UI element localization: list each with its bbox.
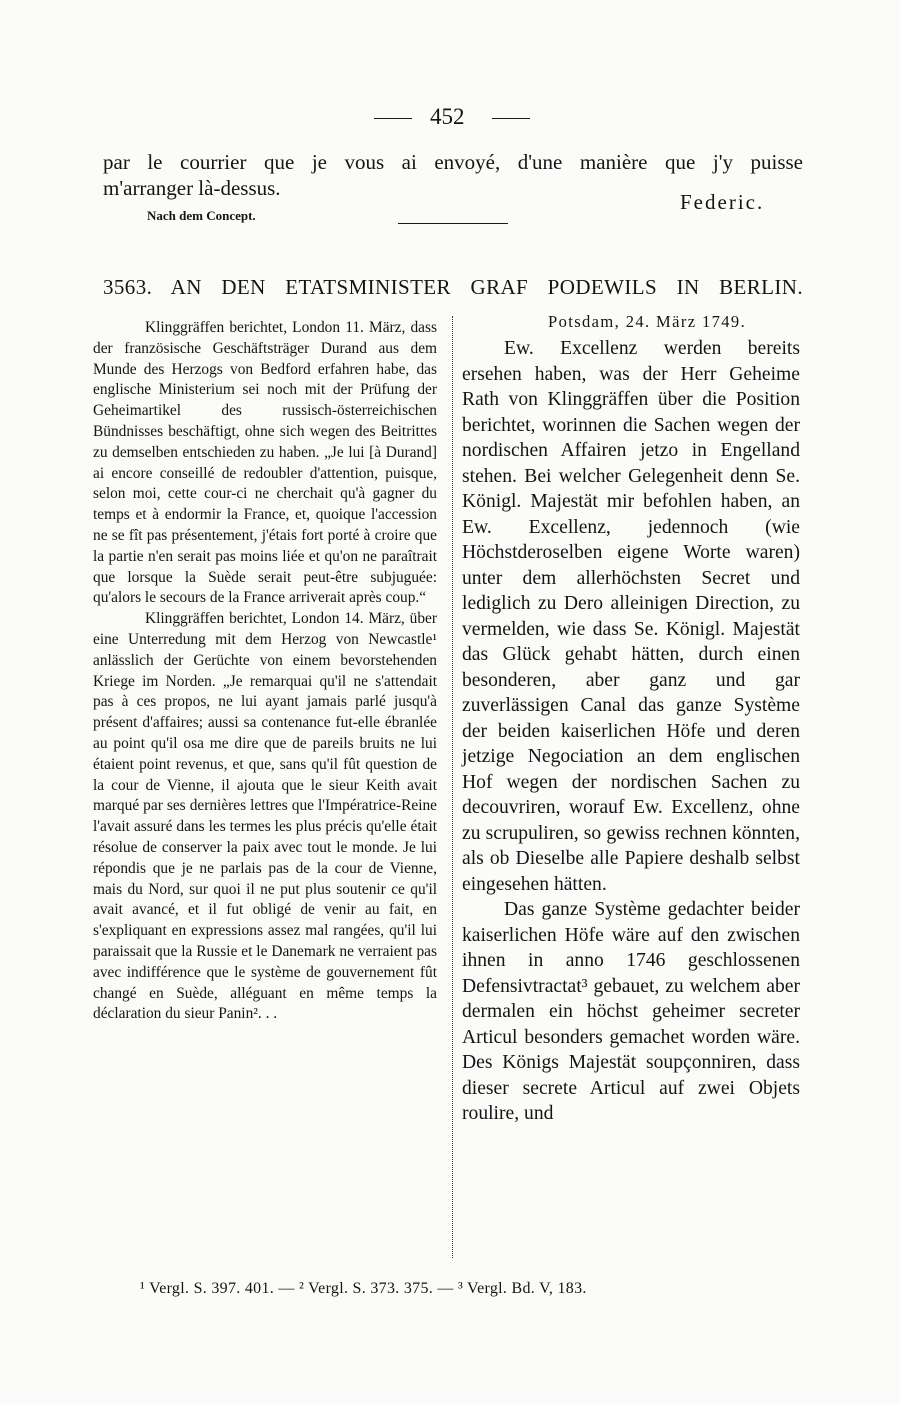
column-divider	[452, 316, 453, 1258]
footnotes: ¹ Vergl. S. 397. 401. — ² Vergl. S. 373. 375. — ³ Vergl. Bd. V, 183.	[140, 1280, 587, 1297]
concept-note: Nach dem Concept.	[147, 208, 256, 223]
signature: Federic.	[680, 190, 765, 214]
section-separator	[398, 223, 508, 224]
page-number: 452	[430, 104, 465, 129]
summary-column	[93, 318, 437, 1025]
document-heading: 3563. AN DEN ETATSMINISTER GRAF PODEWILS IN BERLIN.	[103, 275, 803, 299]
summary-paragraph-1: Klinggräffen berichtet, London 11. März, dass der französische Geschäftsträger Durand aus dem Munde des Herzogs von Bedford erfahren habe, das englische Ministerium sei noch mit der Prüfung der Geheimartikel des russisch-österreichischen Bündnisses beschäftigt, ohne sich wegen des Beitrittes zu demselben entschieden zu haben. „Je lui [à Durand] ai encore conseillé de redoubler d'attention, puisque, selon moi, cette cour-ci ne cherchait qu'à gagner du temps et à endormir la France, et, quoique l'accession ne se fît pas présentement, j'étais fort porté à croire que la partie n'en serait pas moins liée et qu'on ne paraîtrait que lorsque la Suède serait peut-être subjuguée: qu'alors le secours de la France arriverait après coup.“	[93, 319, 437, 607]
letter-continuation-end: m'arranger là-dessus.	[103, 176, 281, 200]
summary-paragraph-2: Klinggräffen berichtet, London 14. März, über eine Unterredung mit dem Herzog von Newcastle¹ anlässlich der Gerüchte von einem bevorstehenden Kriege im Norden. „Je remarquai qu'il ne s'attendait pas à ces propos, ne lui ayant jamais parlé jusqu'à présent d'affaires; aussi sa contenance fut-elle ébranlée au point qu'il osa me dire que de pareils bruits ne lui étaient point revenus, et que, sans qu'il fût question de la cour de Vienne, il ajouta que le sieur Keith avait marqué par ses dernières lettres que l'Impératrice-Reine l'avait assuré dans les termes les plus précis qu'elle était résolue de conserver la paix avec tout le monde. Je lui répondis que je ne parlais pas de la cour de Vienne, mais du Nord, sur quoi il ne put plus soutenir ce qu'il avait avancé, et il fut obligé de venir au fait, en s'expliquant en expressions assez mal rangées, qu'il lui paraissait que la Russie et le Danemark ne verraient pas avec indifférence que le système de gouvernement fût changé en Suède, alléguant en même temps la déclaration du sieur Panin². . .	[93, 610, 437, 1023]
letter-paragraph-2: Das ganze Système gedachter beider kaiserlichen Höfe wäre auf den zwischen ihnen in anno 1746 geschlossenen Defensivtractat³ gebauet, zu welchem aber dermalen ein höchst geheimer secreter Articul besonders gemachet worden wäre. Des Königs Majestät soupçonniren, dass dieser secrete Articul auf zwei Objets roulire, und	[462, 899, 800, 1124]
letter-date: Potsdam, 24. März 1749.	[548, 312, 747, 331]
page-number-left-dash	[374, 118, 412, 119]
page-number-right-dash	[492, 118, 530, 119]
letter-paragraph-1: Ew. Excellenz werden bereits ersehen haben, was der Herr Geheime Rath von Klinggräffen über die Position berichtet, worinnen die Sachen wegen der nordischen Affairen jetzo in Engelland stehen. Bei welcher Gelegenheit denn Se. Königl. Majestät mir befohlen haben, an Ew. Excellenz, jedennoch (wie Höchstderoselben eigene Worte waren) unter dem allerhöchsten Secret und lediglich zu Dero alleinigen Direction, zu vermelden, wie dass Se. Königl. Majestät das Glück gehabt hätten, durch einen besonderen, aber ganz und gar zuverlässigen Canal das ganze Système der beiden kaiserlichen Höfe und deren jetzige Negociation an dem englischen Hof wegen der nordischen Sachen zu decouvriren, worauf Ew. Excellenz, ohne zu scrupuliren, so gewiss rechnen könnten, als ob Dieselbe alle Papiere deshalb selbst eingesehen hätten.	[462, 338, 800, 895]
letter-column	[462, 336, 800, 1127]
letter-continuation-line: par le courrier que je vous ai envoyé, d'une manière que j'y puisse	[103, 150, 803, 174]
